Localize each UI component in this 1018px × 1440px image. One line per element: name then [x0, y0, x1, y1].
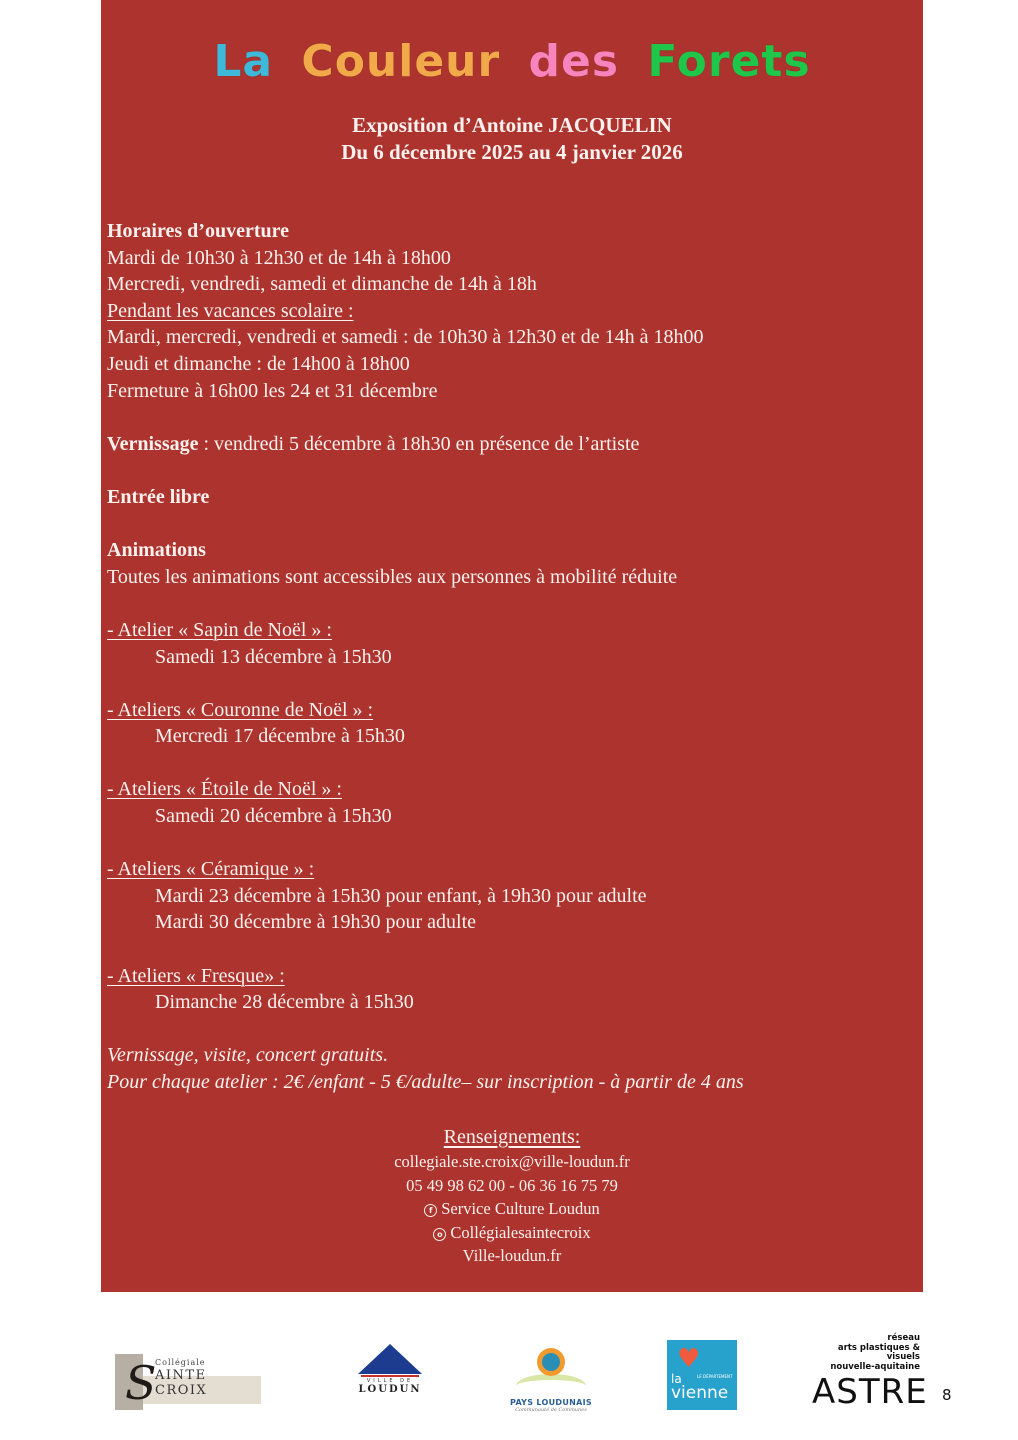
logo-astre — [810, 1333, 928, 1414]
workshop-title: - Ateliers « Fresque» : — [107, 964, 285, 987]
exhibition-dates: Du 6 décembre 2025 au 4 janvier 2026 — [341, 140, 683, 164]
facebook-label: Service Culture Loudun — [441, 1199, 600, 1218]
heart-icon: ♥ — [677, 1344, 701, 1374]
astre-name: ASTRE — [812, 1372, 928, 1412]
free-note: Vernissage, visite, concert gratuits. — [107, 1044, 389, 1067]
sainte-croix-s: S — [125, 1356, 157, 1410]
contact-phones: 05 49 98 62 00 - 06 36 16 75 79 — [406, 1175, 618, 1195]
workshop-title: - Atelier « Sapin de Noël » : — [107, 618, 332, 641]
sainte-croix-name: AINTE CROIX — [155, 1368, 208, 1398]
contact-heading: Renseignements: — [443, 1126, 581, 1148]
vienne-name: vienne — [671, 1383, 729, 1403]
workshop-date: Mardi 30 décembre à 19h30 pour adulte — [155, 911, 477, 934]
sainte-croix-small: Collégiale — [155, 1358, 206, 1367]
workshop-date: Samedi 13 décembre à 15h30 — [155, 645, 392, 668]
contact-email[interactable]: collegiale.ste.croix@ville-loudun.fr — [394, 1152, 630, 1171]
title-word-des: des — [528, 36, 620, 87]
astre-line2: arts plastiques & visuels — [837, 1342, 920, 1362]
partner-logos — [0, 1330, 1018, 1420]
entry-label: Entrée libre — [107, 485, 210, 508]
facebook-icon: f — [424, 1204, 437, 1217]
sun-icon — [542, 1353, 560, 1371]
vernissage-text: : vendredi 5 décembre à 18h30 en présence de l’artiste — [198, 432, 640, 455]
vienne-small: LE DÉPARTEMENT — [697, 1374, 733, 1379]
instagram-label: Collégialesaintecroix — [450, 1222, 591, 1242]
workshop-date: Samedi 20 décembre à 15h30 — [155, 805, 392, 828]
workshop-date: Mercredi 17 décembre à 15h30 — [155, 725, 405, 748]
vernissage-label: Vernissage — [107, 432, 199, 455]
workshop-date: Mardi 23 décembre à 15h30 pour enfant, à 19h30 pour adulte — [155, 884, 647, 907]
contact-facebook[interactable] — [101, 1197, 923, 1221]
vienne-la: la — [671, 1372, 682, 1386]
title-word-la: La — [213, 36, 274, 87]
logo-loudun — [355, 1344, 425, 1404]
exhibition-subtitle — [101, 112, 923, 166]
closing-note: Fermeture à 16h00 les 24 et 31 décembre — [107, 379, 438, 402]
logo-vienne — [667, 1340, 737, 1410]
contact-block — [101, 1124, 923, 1268]
hours-line: Mardi de 10h30 à 12h30 et de 14h à 18h00 — [107, 246, 451, 269]
pays-loudunais-sub: Communauté de Communes — [515, 1407, 587, 1413]
workshop-date: Dimanche 28 décembre à 15h30 — [155, 991, 414, 1014]
holidays-heading: Pendant les vacances scolaire : — [107, 299, 354, 322]
exhibition-artist: Exposition d’Antoine JACQUELIN — [352, 113, 672, 137]
contact-instagram[interactable] — [101, 1221, 923, 1245]
animations-heading: Animations — [107, 539, 206, 562]
hours-line: Mercredi, vendredi, samedi et dimanche de 14h à 18h — [107, 273, 537, 296]
poster-title — [101, 34, 923, 90]
workshop-title: - Ateliers « Céramique » : — [107, 858, 315, 881]
hours-heading: Horaires d’ouverture — [107, 220, 290, 242]
pays-loudunais-name: PAYS LOUDUNAIS — [510, 1398, 592, 1407]
astre-line1: réseau — [887, 1333, 920, 1343]
vernissage-line — [107, 431, 917, 458]
contact-website[interactable]: Ville-loudun.fr — [462, 1246, 562, 1265]
title-word-forets: Forets — [647, 36, 811, 87]
instagram-icon: o — [433, 1228, 446, 1241]
holiday-hours-line: Jeudi et dimanche : de 14h00 à 18h00 — [107, 352, 410, 375]
logo-sainte-croix — [115, 1354, 261, 1410]
poster-content — [107, 218, 917, 1096]
title-word-couleur: Couleur — [301, 36, 501, 87]
price-note: Pour chaque atelier : 2€ /enfant - 5 €/adulte– sur inscription - à partir de 4 ans — [107, 1071, 744, 1093]
page-number: 8 — [942, 1386, 952, 1404]
mountain-icon — [358, 1344, 422, 1374]
poster-panel — [101, 0, 923, 1292]
astre-line3: nouvelle-aquitaine — [830, 1361, 920, 1372]
loudun-name: LOUDUN — [358, 1384, 422, 1395]
workshop-title: - Ateliers « Étoile de Noël » : — [107, 778, 342, 801]
holiday-hours-line: Mardi, mercredi, vendredi et samedi : de 10h30 à 12h30 et de 14h à 18h00 — [107, 326, 704, 349]
logo-pays-loudunais — [508, 1348, 594, 1412]
loudun-small: VILLE DE — [366, 1378, 414, 1384]
animations-intro: Toutes les animations sont accessibles aux personnes à mobilité réduite — [107, 565, 678, 588]
workshop-title: - Ateliers « Couronne de Noël » : — [107, 698, 374, 721]
